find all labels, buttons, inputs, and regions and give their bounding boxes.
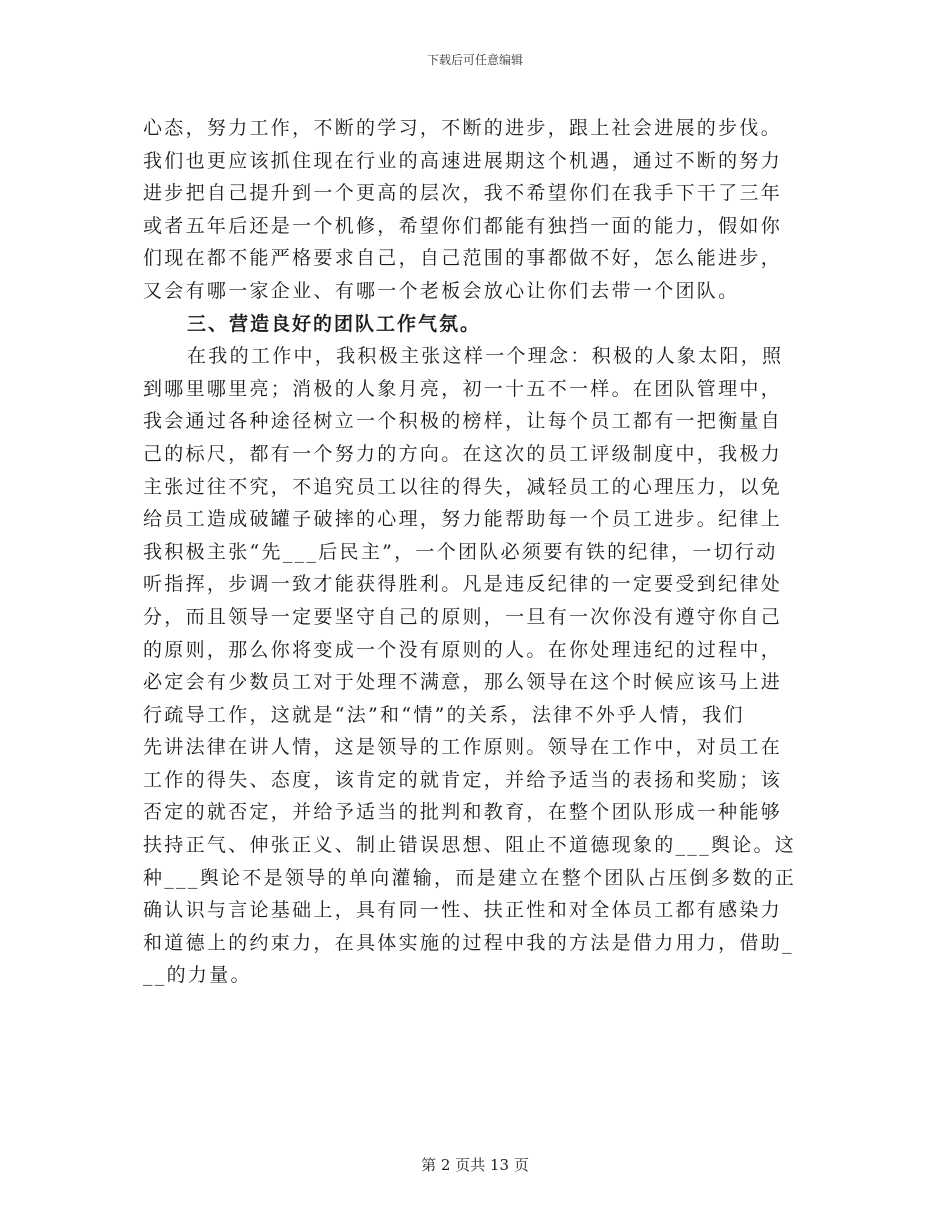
text-line: 行疏导工作，这就是“法”和“情”的关系，法律不外乎人情，我们 [143,703,745,726]
document-body [143,112,808,992]
section-heading: 三、营造良好的团队工作气氛。 [187,312,482,335]
text-line: 主张过往不究，不追究员工以往的得失，减轻员工的心理压力，以免 [143,475,783,498]
text-line: 听指挥，步调一致才能获得胜利。凡是违反纪律的一定要受到纪律处 [143,573,783,596]
page-footer: 第 2 页共 13 页 [421,1156,529,1174]
text-line: 确认识与言论基础上，具有同一性、扶正性和对全体员工都有感染力 [143,899,783,922]
text-line: 工作的得失、态度，该肯定的就肯定，并给予适当的表扬和奖励；该 [143,768,783,791]
text-line: 心态，努力工作，不断的学习，不断的进步，跟上社会进展的步伐。 [143,117,783,139]
text-line: 否定的就否定，并给予适当的批判和教育，在整个团队形成一种能够 [143,801,783,824]
text-line: 给员工造成破罐子破摔的心理，努力能帮助每一个员工进步。纪律上 [143,508,783,531]
text-line: 和道德上的约束力，在具体实施的过程中我的方法是借力用力，借助_ [143,931,794,954]
text-line: 进步把自己提升到一个更高的层次，我不希望你们在我手下干了三年 [143,182,783,205]
text-line: 先讲法律在讲人情，这是领导的工作原则。领导在工作中，对员工在 [143,736,783,759]
text-line: __的力量。 [143,964,252,987]
text-line: 们现在都不能严格要求自己，自己范围的事都做不好，怎么能进步， [143,247,783,270]
text-line: 我积极主张“先___后民主”，一个团队必须要有铁的纪律，一切行动 [143,540,778,563]
text-line: 或者五年后还是一个机修，希望你们都能有独挡一面的能力，假如你 [143,214,783,237]
text-line: 扶持正气、伸张正义、制止错误思想、阻止不道德现象的___舆论。这 [143,834,797,857]
text-line: 种___舆论不是领导的单向灌输，而是建立在整个团队占压倒多数的正 [143,866,797,889]
text-line: 我会通过各种途径树立一个积极的榜样，让每个员工都有一把衡量自 [143,410,783,433]
text-line: 分，而且领导一定要坚守自己的原则，一旦有一次你没有遵守你自己 [143,605,783,628]
text-line: 己的标尺，都有一个努力的方向。在这次的员工评级制度中，我极力 [143,442,783,465]
page-header: 下载后可任意编辑 [426,53,523,67]
text-line: 的原则，那么你将变成一个没有原则的人。在你处理违纪的过程中， [143,638,783,661]
text-line: 又会有哪一家企业、有哪一个老板会放心让你们去带一个团队。 [143,279,740,302]
text-line: 我们也更应该抓住现在行业的高速进展期这个机遇，通过不断的努力 [143,149,783,172]
text-line: 必定会有少数员工对于处理不满意，那么领导在这个时候应该马上进 [143,671,783,694]
paragraph-first-line: 在我的工作中，我积极主张这样一个理念：积极的人象太阳，照 [187,345,784,368]
text-line: 到哪里哪里亮；消极的人象月亮，初一十五不一样。在团队管理中， [143,377,783,400]
